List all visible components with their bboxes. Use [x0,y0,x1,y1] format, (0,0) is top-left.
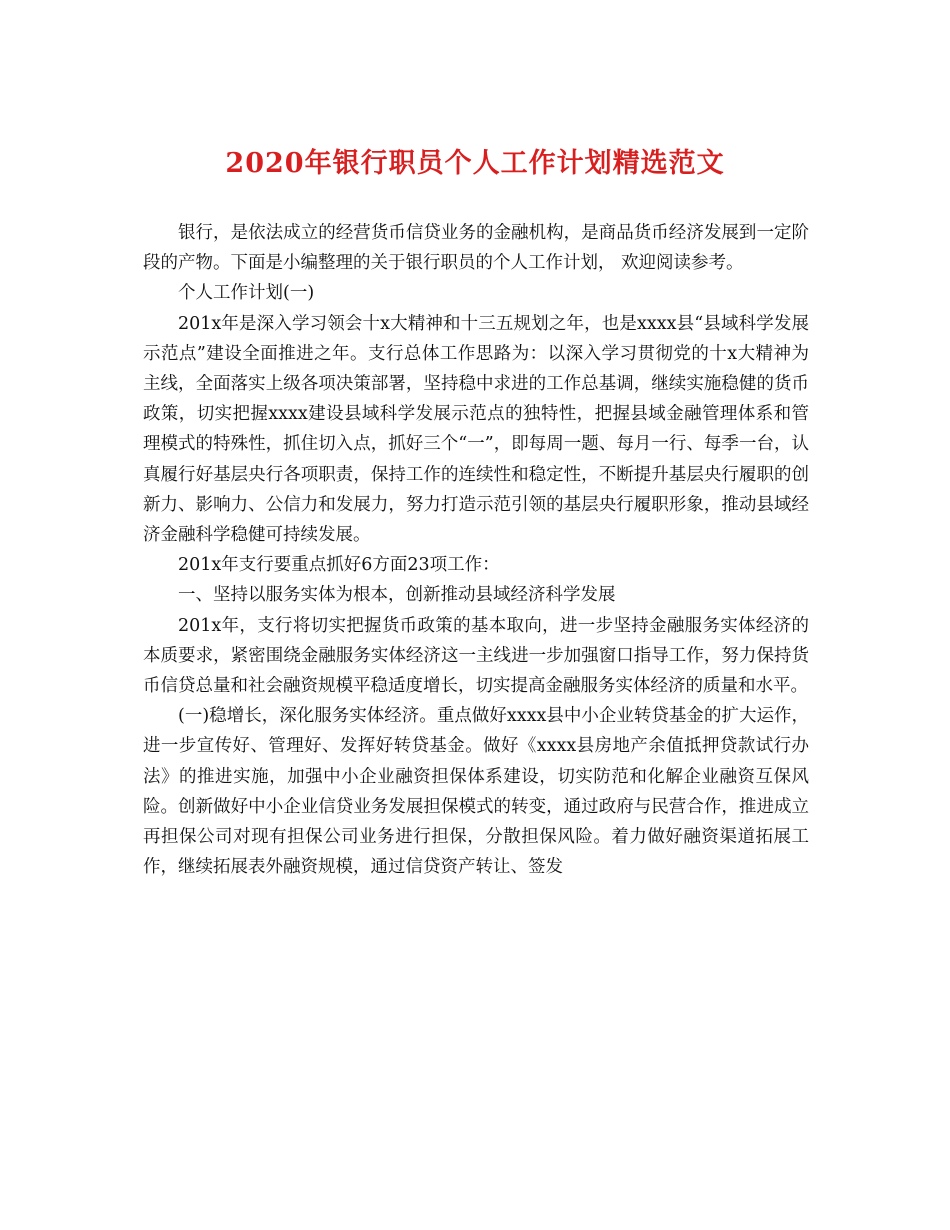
paragraph-overview: 201x年是深入学习领会十x大精神和十三五规划之年，也是xxxx县“县域科学发展示范点”建设全面推进之年。支行总体工作思路为：以深入学习贯彻党的十x大精神为主线，全面落实上级各项决策部署，坚持稳中求进的工作总基调，继续实施稳健的货币政策，切实把握xxxx建设县域科学发展示范点的独特性，把握县域金融管理体系和管理模式的特殊性，抓住切入点，抓好三个“一”，即每周一题、每月一行、每季一台，认真履行好基层央行各项职责，保持工作的连续性和稳定性，不断提升基层央行履职的创新力、影响力、公信力和发展力，努力打造示范引领的基层央行履职形象，推动县域经济金融科学稳健可持续发展。 [143,313,809,546]
paragraph-key-tasks: 201x年支行要重点抓好6方面23项工作： [178,555,500,576]
document-title: 2020年银行职员个人工作计划精选范文 [225,148,725,179]
section-heading-1: 一、坚持以服务实体为根本，创新推动县域经济科学发展 [178,585,616,606]
document-body [143,218,809,882]
section-heading-plan-1: 个人工作计划(一) [178,283,315,304]
paragraph-monetary-policy: 201x年，支行将切实把握货币政策的基本取向，进一步坚持金融服务实体经济的本质要求，紧密围绕金融服务实体经济这一主线进一步加强窗口指导工作，努力保持货币信贷总量和社会融资规模平稳适度增长，切实提高金融服务实体经济的质量和水平。 [143,615,809,697]
paragraph-intro: 银行，是依法成立的经营货币信贷业务的金融机构，是商品货币经济发展到一定阶段的产物。下面是小编整理的关于银行职员的个人工作计划， 欢迎阅读参考。 [143,223,809,274]
paragraph-stable-growth: (一)稳增长，深化服务实体经济。重点做好xxxx县中小企业转贷基金的扩大运作，进一步宣传好、管理好、发挥好转贷基金。做好《xxxx县房地产余值抵押贷款试行办法》的推进实施，加强中小企业融资担保体系建设，切实防范和化解企业融资互保风险。创新做好中小企业信贷业务发展担保模式的转变，通过政府与民营合作，推进成立再担保公司对现有担保公司业务进行担保，分散担保风险。着力做好融资渠道拓展工作，继续拓展表外融资规模，通过信贷资产转让、签发 [143,706,809,878]
